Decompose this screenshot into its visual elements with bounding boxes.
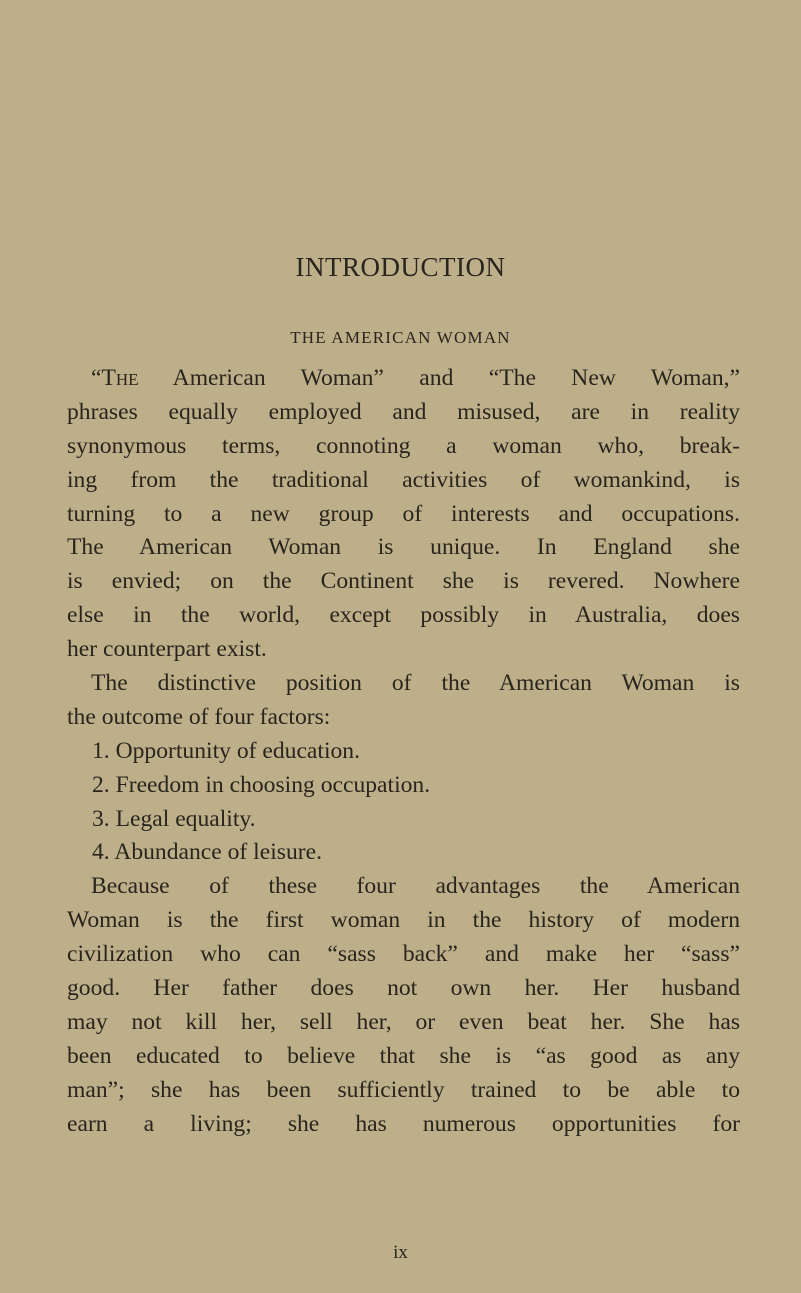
factor-item-1: 1. Opportunity of education.: [92, 737, 360, 764]
text-line: The American Woman is unique. In England she: [67, 534, 740, 561]
text-line: the outcome of four factors:: [67, 703, 331, 730]
text-line: phrases equally employed and misused, are in reality: [67, 398, 740, 425]
text-line: man”; she has been sufficiently trained to be able to: [67, 1076, 740, 1103]
text-line: been educated to believe that she is “as good as any: [67, 1042, 740, 1069]
body-text: [67, 362, 740, 1141]
text-line: ing from the traditional activities of womankind, is: [67, 466, 740, 493]
factor-item-4: 4. Abundance of leisure.: [92, 839, 322, 866]
page-number: ix: [393, 1242, 408, 1263]
opening-quote: “: [91, 365, 102, 391]
chapter-heading: INTRODUCTION: [295, 252, 506, 282]
text-line: Because of these four advantages the American: [91, 873, 740, 900]
opening-word: The: [101, 365, 139, 391]
text-line: is envied; on the Continent she is revered. Nowhere: [67, 568, 740, 595]
text-line: civilization who can “sass back” and make her “sass”: [67, 941, 740, 968]
chapter-subheading: THE AMERICAN WOMAN: [290, 328, 511, 347]
text-line: [67, 362, 740, 396]
factor-item-3: 3. Legal equality.: [92, 805, 256, 832]
text-line: may not kill her, sell her, or even beat her. She has: [67, 1008, 740, 1035]
text-line: her counterpart exist.: [67, 636, 267, 663]
factor-item-2: 2. Freedom in choosing occupation.: [92, 771, 431, 798]
text-line: turning to a new group of interests and occupations.: [67, 500, 740, 527]
text-line: earn a living; she has numerous opportunities for: [67, 1110, 740, 1137]
text-line: good. Her father does not own her. Her husband: [67, 975, 740, 1002]
text-line-rest: American Woman” and “The New Woman,”: [138, 365, 740, 391]
text-line: synonymous terms, connoting a woman who, break-: [67, 432, 740, 459]
text-line: The distinctive position of the American Woman is: [91, 670, 740, 697]
text-line: Woman is the first woman in the history of modern: [67, 907, 740, 934]
text-line: else in the world, except possibly in Australia, does: [67, 602, 740, 629]
